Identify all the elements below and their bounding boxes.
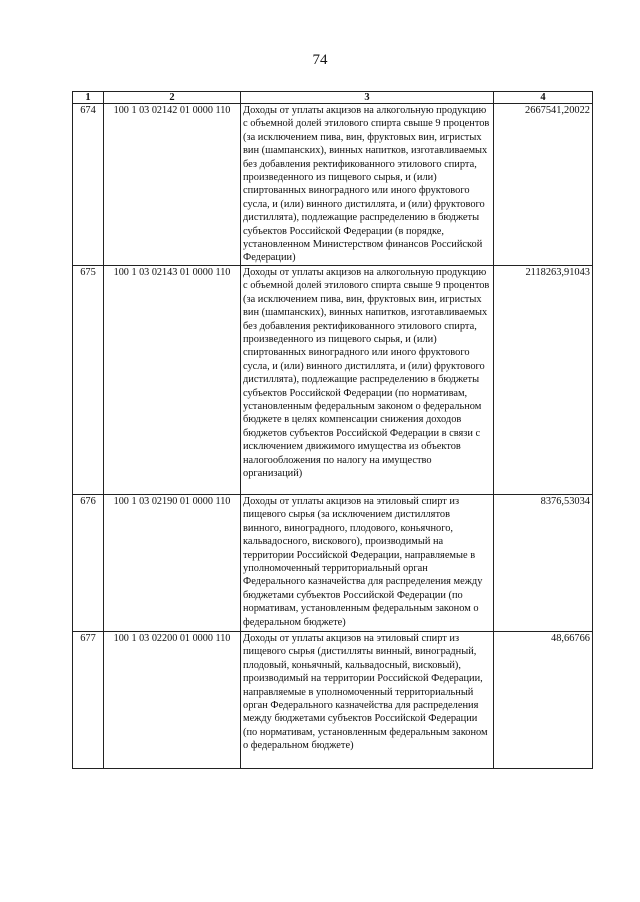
- revenue-description: Доходы от уплаты акцизов на алкогольную продукцию с объемной долей этилового спирта свыше 9 процентов (за исключением пива, вин, фруктовых вин, игристых вин (шампанских), винных напитков, изготавливаемых без добавления ректификованного этилового спирта, произведенного из пищевого сырья, и (или) спиртованных виноградного или иного фруктового сусла, и (или) винного дистиллята, и (или) фруктового дистиллята), подлежащие распределению в бюджеты субъектов Российской Федерации (по нормативам, установленным федеральным законом о федеральном бюджете в целях компенсации снижения доходов бюджетов субъектов Российской Федерации в связи с исключением движимого имущества из объектов налогообложения по налогу на имущество организаций): [241, 265, 494, 494]
- column-header-3: 3: [241, 92, 494, 104]
- revenue-description: Доходы от уплаты акцизов на алкогольную продукцию с объемной долей этилового спирта свыше 9 процентов (за исключением пива, вин, фруктовых вин, игристых вин (шампанских), винных напитков, изготавливаемых без добавления ректификованного этилового спирта, произведенного из пищевого сырья, и (или) спиртованных виноградного или иного фруктового сусла, и (или) винного дистиллята, и (или) фруктового дистиллята), подлежащие распределению в бюджеты субъектов Российской Федерации (в порядке, установленном Министерством финансов Российской Федерации): [241, 104, 494, 266]
- table-row: [73, 104, 593, 266]
- row-number: 675: [73, 265, 104, 494]
- table-row: [73, 494, 593, 631]
- amount-value: 8376,53034: [494, 494, 593, 631]
- page-number: 74: [312, 52, 328, 68]
- budget-code: 100 1 03 02200 01 0000 110: [104, 631, 241, 768]
- table-row: [73, 265, 593, 494]
- column-header-2: 2: [104, 92, 241, 104]
- table-row: [73, 631, 593, 768]
- row-number: 677: [73, 631, 104, 768]
- column-header-1: 1: [73, 92, 104, 104]
- budget-code: 100 1 03 02142 01 0000 110: [104, 104, 241, 266]
- revenue-description: Доходы от уплаты акцизов на этиловый спирт из пищевого сырья (дистилляты винный, виноградный, плодовый, коньячный, кальвадосный, висковый), производимый на территории Российской Федерации, направляемые в уполномоченный территориальный орган Федерального казначейства для распределения между бюджетами субъектов Российской Федерации (по нормативам, установленным федеральным законом о федеральном бюджете): [241, 631, 494, 768]
- revenue-description: Доходы от уплаты акцизов на этиловый спирт из пищевого сырья (за исключением дистиллятов винного, виноградного, плодового, коньячного, кальвадосного, вискового), производимый на территории Российской Федерации, направляемые в уполномоченный территориальный орган Федерального казначейства для распределения между бюджетами субъектов Российской Федерации (по нормативам, установленным федеральным законом о федеральном бюджете): [241, 494, 494, 631]
- table-header-row: [73, 92, 593, 104]
- budget-revenue-table: [72, 91, 593, 769]
- amount-value: 2667541,20022: [494, 104, 593, 266]
- budget-code: 100 1 03 02190 01 0000 110: [104, 494, 241, 631]
- amount-value: 2118263,91043: [494, 265, 593, 494]
- row-number: 676: [73, 494, 104, 631]
- row-number: 674: [73, 104, 104, 266]
- amount-value: 48,66766: [494, 631, 593, 768]
- budget-code: 100 1 03 02143 01 0000 110: [104, 265, 241, 494]
- column-header-4: 4: [494, 92, 593, 104]
